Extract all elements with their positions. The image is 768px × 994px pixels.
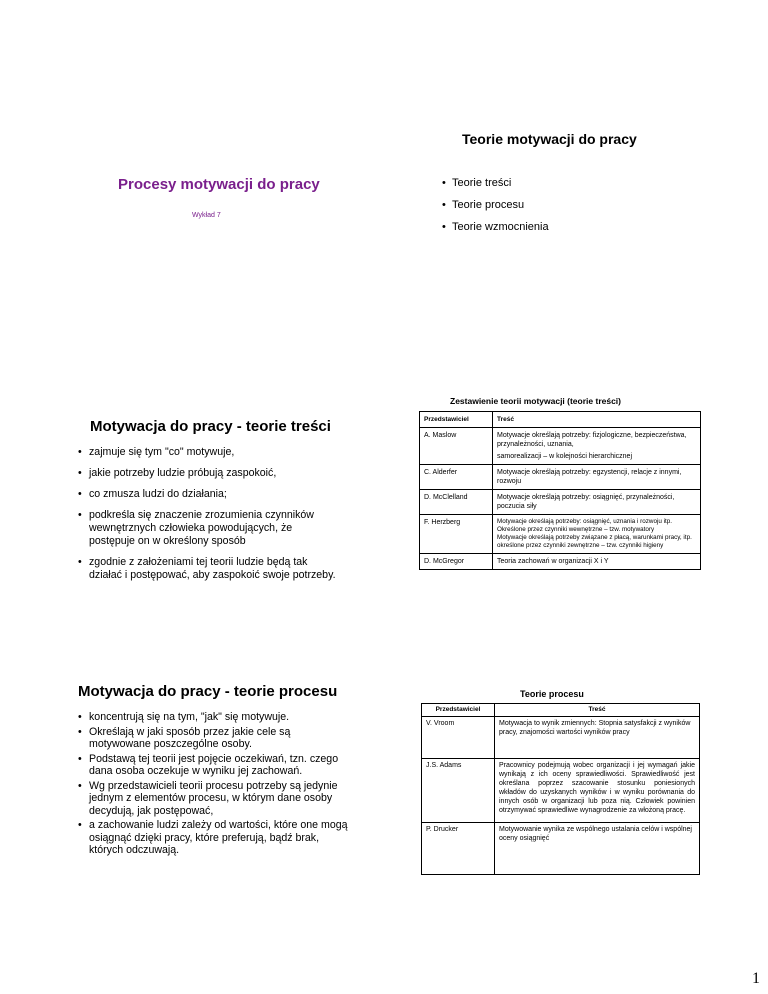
table-header-row	[422, 704, 700, 717]
slide3-bullet-list	[78, 446, 340, 590]
table-cell-text: Pracownicy podejmują wobec organizacji i jej wymagań jakie wynikają z ich oceny sprawiedliwości. Sprawiedliwość jest określana poprzez szacowanie stosunku poniesionych wkładów do uzyskanych wyników i w wyniku porównania do innych osób w organizacji lub poza nią. Człowiek powinien otrzymywać sprawiedliwe wynagrodzenie za włożoną pracę.	[495, 759, 700, 823]
slide1-title: Procesy motywacji do pracy	[118, 176, 320, 193]
list-item: • co zmusza ludzi do działania;	[78, 488, 340, 501]
slide1-subtitle: Wykład 7	[192, 212, 221, 219]
cell-line: samorealizacji – w kolejności hierarchicznej	[497, 453, 632, 460]
slide2-title: Teorie motywacji do pracy	[462, 131, 637, 147]
slide3-title: Motywacja do pracy - teorie treści	[90, 418, 331, 435]
table-header: Przedstawiciel	[422, 704, 495, 717]
slide2-item	[442, 221, 549, 233]
table-cell-name: D. McGregor	[420, 554, 493, 570]
table-header-row	[420, 412, 701, 428]
slide4-title: Zestawienie teorii motywacji (teorie treści)	[450, 396, 622, 406]
process-theories-table	[421, 703, 700, 875]
table-row	[420, 554, 701, 570]
slide5-bullet-list	[78, 711, 348, 859]
table-cell-text: Teoria zachowań w organizacji X i Y	[493, 554, 701, 570]
slide2-item-label: Teorie wzmocnienia	[452, 221, 549, 233]
table-cell-name: D. McClelland	[420, 490, 493, 515]
slide5-title: Motywacja do pracy - teorie procesu	[78, 683, 338, 700]
list-item: • zajmuje się tym "co" motywuje,	[78, 446, 340, 459]
table-cell-name: V. Vroom	[422, 717, 495, 759]
table-cell-name: J.S. Adams	[422, 759, 495, 823]
table-cell-text: Motywowanie wynika ze wspólnego ustalania celów i wspólnej oceny osiągnięć	[495, 823, 700, 875]
table-cell-text: Motywacja to wynik zmiennych: Stopnia satysfakcji z wyników pracy, znajomości wartości wyników pracy	[495, 717, 700, 759]
bullet-icon: •	[442, 221, 446, 233]
table-row	[422, 823, 700, 875]
table-cell-text	[493, 428, 701, 465]
cell-line: Motywacje określają potrzeby: osiągnięć, uznania i rozwoju itp. Określone przez czynniki wewnętrzne – tzw. motywatory	[497, 518, 672, 533]
list-item: • a zachowanie ludzi zależy od wartości, które one mogą osiągnąć dzięki pracy, które preferują, bądź brak, których odczuwają.	[78, 819, 348, 857]
list-item: • Określają w jaki sposób przez jakie cele są motywowane poszczególne osoby.	[78, 726, 348, 751]
list-item: • jakie potrzeby ludzie próbują zaspokoić,	[78, 467, 340, 480]
bullet-icon: •	[442, 177, 446, 189]
table-header: Przedstawiciel	[420, 412, 493, 428]
table-row	[422, 759, 700, 823]
slide2-item	[442, 199, 524, 211]
table-cell-name: F. Herzberg	[420, 515, 493, 554]
table-cell-text	[493, 515, 701, 554]
slide2-item-label: Teorie procesu	[452, 199, 525, 211]
slide2-item-label: Teorie treści	[452, 177, 512, 189]
table-row	[420, 490, 701, 515]
list-item: • zgodnie z założeniami tej teorii ludzie będą tak działać i postępować, aby zaspokoić swoje potrzeby.	[78, 556, 340, 582]
table-cell-text: Motywacje określają potrzeby: osiągnięć, przynależności, poczucia siły	[493, 490, 701, 515]
table-header: Treść	[493, 412, 701, 428]
content-theories-table	[419, 411, 701, 570]
table-cell-text: Motywacje określają potrzeby: egzystencji, relacje z innymi, rozwoju	[493, 465, 701, 490]
bullet-icon: •	[442, 199, 446, 211]
table-cell-name: A. Maslow	[420, 428, 493, 465]
slide6-title: Teorie procesu	[520, 689, 584, 699]
list-item: • koncentrują się na tym, "jak" się motywuje.	[78, 711, 348, 724]
list-item: • Podstawą tej teorii jest pojęcie oczekiwań, tzn. czego dana osoba oczekuje w wyniku jej zachowań.	[78, 753, 348, 778]
page-number: 1	[752, 970, 760, 987]
table-row	[420, 465, 701, 490]
table-row	[420, 515, 701, 554]
list-item: • podkreśla się znaczenie zrozumienia czynników wewnętrznych człowieka powodujących, że postępuje on w określony sposób	[78, 509, 340, 548]
table-header: Treść	[495, 704, 700, 717]
slide2-item	[442, 177, 511, 189]
cell-line: Motywacje określają potrzeby związane z płacą, warunkami pracy, itp. określone przez czynniki zewnętrzne – tzw. czynniki higieny	[497, 534, 692, 549]
table-cell-name: C. Alderfer	[420, 465, 493, 490]
table-cell-name: P. Drucker	[422, 823, 495, 875]
cell-line: Motywacje określają potrzeby: fizjologiczne, bezpieczeństwa, przynależności, uznania,	[497, 432, 687, 448]
table-row	[422, 717, 700, 759]
list-item: • Wg przedstawicieli teorii procesu potrzeby są jedynie jednym z elementów procesu, w którym dane osoby decydują, jak postępować,	[78, 780, 348, 818]
table-row	[420, 428, 701, 465]
